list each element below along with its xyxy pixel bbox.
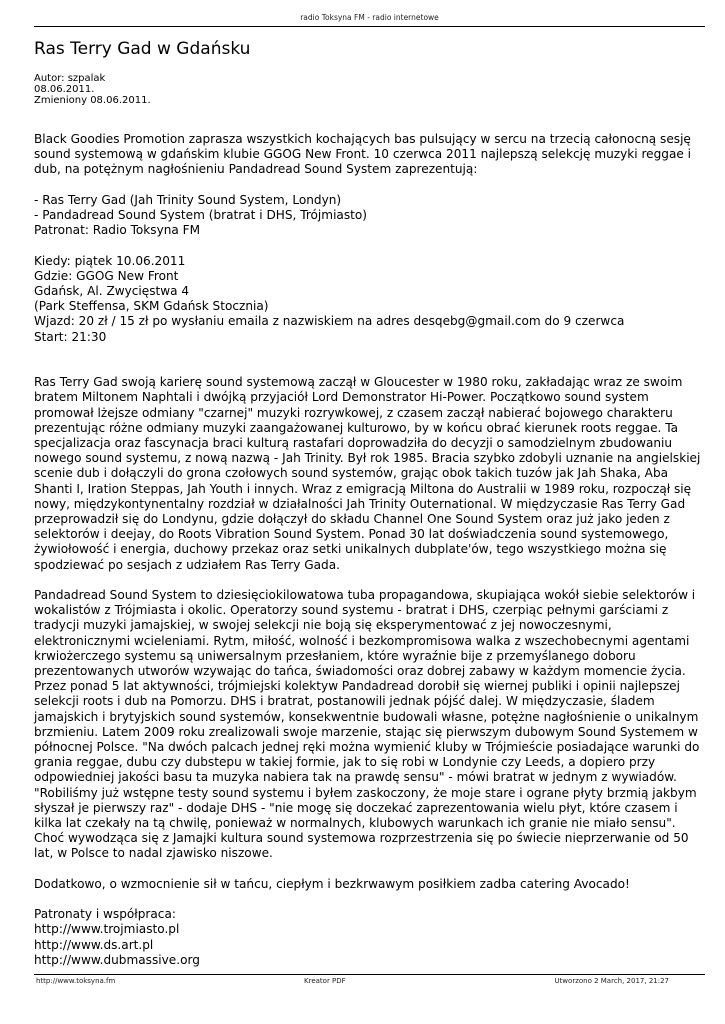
author-line: Autor: szpalak — [34, 73, 106, 84]
pandadread-paragraph: Pandadread Sound System to dziesięciokilowatowa tuba propagandowa, skupiająca wokół siebie selektorów i wokalistów z Trójmiasta i okolic. Operatorzy sound systemu - bratrat i DHS, czerpiąc pełnymi garściami z tradycji muzyki jamajskiej, w swojej selekcji nie boją się eksperymentować z jej nowoczesnymi, elektronicznymi wcieleniami. Rytm, miłość, wolność i bezkompromisowa walka z wszechobecnymi agentami krwiożerczego systemu są uniwersalnym przesłaniem, które wyraźnie bije z przemyślanego doboru prezentowanych utworów wzywając do tańca, świadomości oraz dobrej zabawy w każdym momencie życia. Przez ponad 5 lat aktywności, trójmiejski kolektyw Pandadread dorobił się wiernej publiki i opinii najlepszej selekcji roots i dub na Pomorzu. DHS i bratrat, postanowili jednak pójść dalej. W międzyczasie, śladem jamajskich i brytyjskich sound systemów, konsekwentnie budowali własne, potężne nagłośnienie o unikalnym brzmieniu. Latem 2009 roku zrealizowali swoje marzenie, stając się pierwszym dubowym Sound Systemem w północnej Polsce. "Na dwóch palcach jednej ręki można wymienić kluby w Trójmieście posiadające warunki do grania reggae, dubu czy dubstepu w takiej formie, jak to się robi w Londynie czy Leeds, a dopiero przy odpowiedniej jakości basu ta muzyka nabiera tak na prawdę sensu" - mówi bratrat w jednym z wywiadów. "Robiliśmy już wstępne testy sound systemu i byłem zaskoczony, że moje stare i ograne płyty brzmią jakbym słyszał je pierwszy raz" - dodaje DHS - "nie mogę się doczekać zaprezentowania wielu płyt, które czasem i kilka lat czekały na tą chwilę, ponieważ w normalnych, klubowych warunkach ich granie nie miało sensu". Choć wywodząca się z Jamajki kultura sound systemowa rozprzestrzenia się po świecie nieprzerwanie od 50 lat, w Polsce to nadal zjawisko niszowe. — [34, 588, 700, 861]
page-footer — [34, 974, 705, 987]
partner-link[interactable]: http://www.dubmassive.org — [34, 952, 200, 967]
lineup-item: - Pandadread Sound System (bratrat i DHS, Trójmiasto) — [34, 208, 367, 222]
partner-link[interactable]: http://www.trojmiasto.pl — [34, 922, 180, 937]
event-entry: Wjazd: 20 zł / 15 zł po wysłaniu emaila z nazwiskiem na adres desqebg@gmail.com do 9 czerwca — [34, 314, 625, 329]
patronage-line: Patronat: Radio Toksyna FM — [34, 223, 201, 238]
event-when: Kiedy: piątek 10.06.2011 — [34, 253, 186, 268]
partner-link[interactable]: http://www.ds.art.pl — [34, 937, 154, 952]
publish-date: 08.06.2011. — [34, 84, 95, 95]
event-where: Gdzie: GGOG New Front — [34, 268, 179, 283]
event-start: Start: 21:30 — [34, 329, 107, 344]
page-title: Ras Terry Gad w Gdańsku — [34, 39, 251, 59]
article — [34, 37, 704, 968]
intro-paragraph: Black Goodies Promotion zaprasza wszystkich kochających bas pulsujący w sercu na trzecią całonocną sesję sound systemową w gdańskim klubie GGOG New Front. 10 czerwca 2011 najlepszą selekcję muzyki reggae i dub, na potężnym nagłośnieniu Pandadread Sound System zaprezentują: — [34, 132, 692, 177]
catering-paragraph: Dodatkowo, o wzmocnienie sił w tańcu, ciepłym i bezkrwawym posiłkiem zadba catering Avocado! — [34, 876, 630, 891]
article-meta — [34, 73, 704, 106]
event-address: Gdańsk, Al. Zwycięstwa 4 — [34, 284, 190, 298]
footer-created: Utworzono 2 March, 2017, 21:27 — [554, 977, 669, 985]
modified-line: Zmieniony 08.06.2011. — [34, 95, 151, 106]
site-title: radio Toksyna FM - radio internetowe — [300, 13, 439, 22]
article-body — [34, 132, 704, 968]
page-header — [34, 10, 705, 27]
footer-url[interactable]: http://www.toksyna.fm — [36, 977, 116, 985]
lineup-item: - Ras Terry Gad (Jah Trinity Sound System, Londyn) — [34, 192, 342, 207]
partners-heading: Patronaty i współpraca: — [34, 907, 176, 922]
footer-generator: Kreator PDF — [304, 977, 346, 985]
event-location-note: (Park Steffensa, SKM Gdańsk Stocznia) — [34, 299, 269, 314]
ras-terry-paragraph: Ras Terry Gad swoją karierę sound systemową zaczął w Gloucester w 1980 roku, zakładając wraz ze swoim bratem Miltonem Naphtali i dwójką przyjaciół Lord Demonstrator Hi-Power. Początkowo sound system promował lżejsze odmiany "czarnej" muzyki rozrywkowej, z czasem zaczął nabierać bojowego charakteru prezentując różne odmiany muzyki zaangażowanej kulturowo, by w końcu obrać kierunek roots reggae. Ta specjalizacja oraz fascynacja braci kulturą rastafari doprowadziła do decyzji o samodzielnym zbudowaniu nowego sound systemu, z nową nazwą - Jah Trinity. Był rok 1985. Bracia szybko zdobyli uznanie na angielskiej scenie dub i dołączyli do grona czołowych sound systemów, grając obok takich tuzów jak Jah Shaka, Aba Shanti I, Iration Steppas, Jah Youth i innych. Wraz z emigracją Miltona do Australii w 1989 roku, rozpoczął się nowy, międzykontynentalny rozdział w działalności Jah Trinity Outernational. W międzyczasie Ras Terry Gad przeprowadził się do Londynu, gdzie dołączył do składu Channel One Sound System oraz już jako jeden z selektorów i deejay, do Roots Vibration Sound System. Ponad 30 lat doświadczenia sound systemowego, żywiołowość i energia, duchowy przekaz oraz setki unikalnych dubplate'ów, tego wszystkiego można się spodziewać po sesjach z udziałem Ras Terry Gada. — [34, 375, 701, 572]
